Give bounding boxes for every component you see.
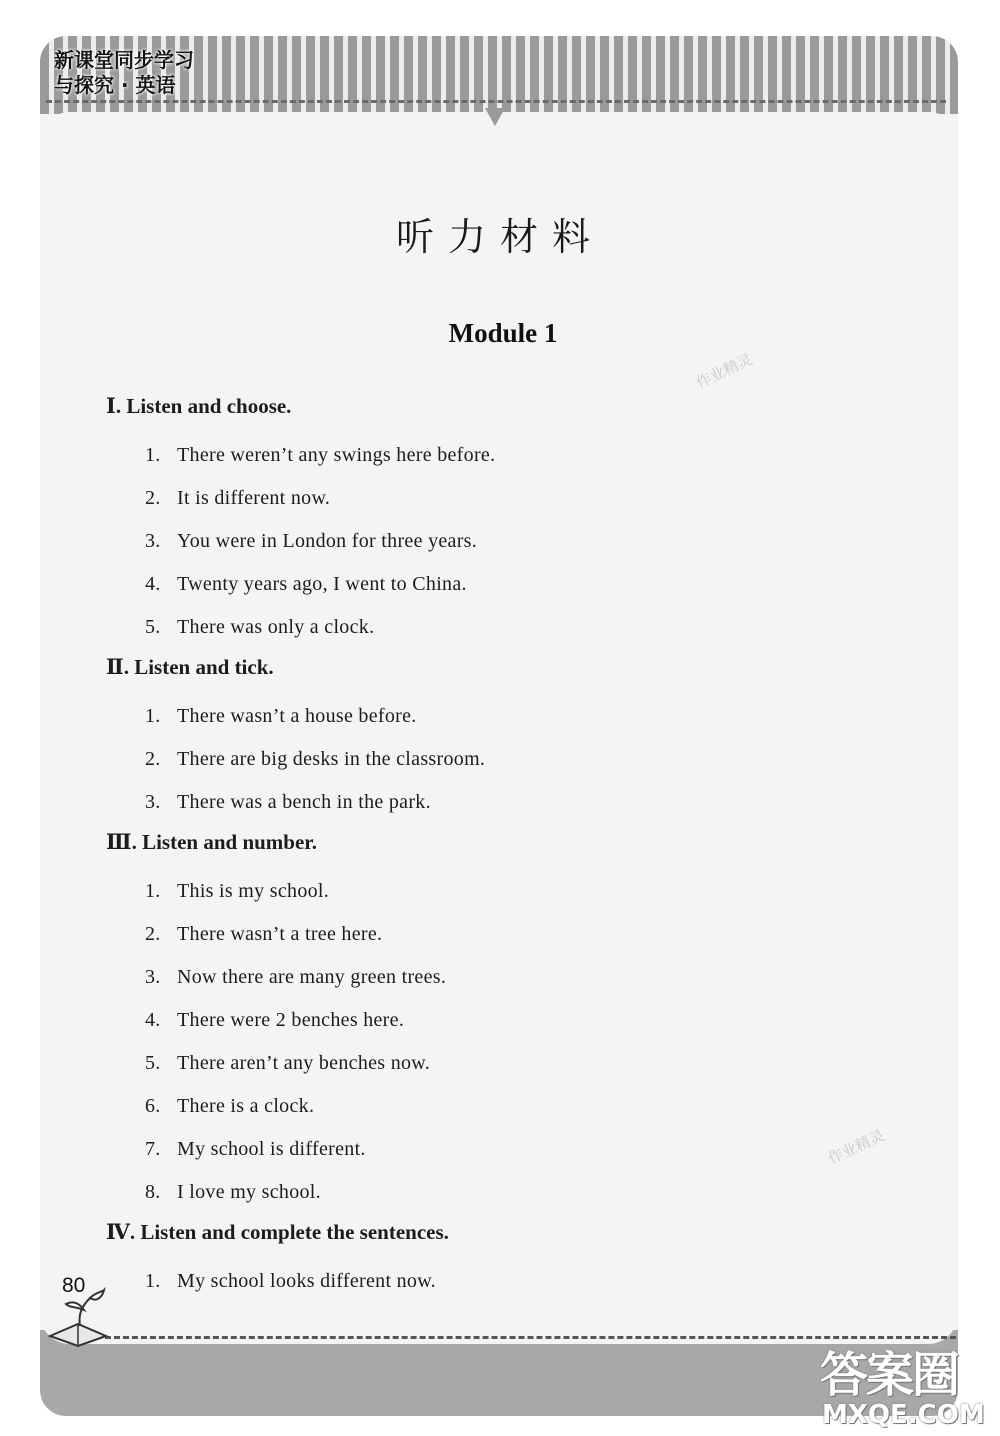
corner-logo-text: 答案圈 — [820, 1347, 959, 1403]
list-item — [106, 956, 866, 999]
book-title-line1: 新课堂同步学习 — [54, 48, 194, 72]
item-number: 6. — [145, 1095, 161, 1117]
item-text: I love my school. — [177, 1181, 321, 1203]
item-text: There wasn’t a house before. — [177, 705, 417, 727]
item-text: My school is different. — [177, 1138, 366, 1160]
item-text: This is my school. — [177, 880, 330, 902]
page-number: 80 — [62, 1274, 86, 1297]
module-title: Module 1 — [448, 318, 558, 348]
section-title: Listen and choose. — [126, 394, 292, 418]
list-item — [106, 999, 866, 1042]
item-text: There was a bench in the park. — [177, 791, 431, 813]
section-number: Ⅱ. — [106, 655, 129, 679]
item-number: 1. — [145, 705, 161, 727]
item-text: It is different now. — [177, 487, 331, 509]
item-number: 2. — [145, 487, 161, 509]
list-item — [106, 781, 866, 824]
item-number: 4. — [145, 573, 161, 595]
section-listen-and-number — [106, 824, 866, 1214]
book-title — [54, 48, 254, 98]
item-number: 1. — [145, 444, 161, 466]
section-listen-and-complete — [106, 1214, 866, 1303]
list-item — [106, 1171, 866, 1214]
list-item — [106, 870, 866, 913]
item-text: My school looks different now. — [177, 1270, 436, 1292]
list-item — [106, 563, 866, 606]
item-text: There is a clock. — [177, 1095, 315, 1117]
item-number: 3. — [145, 530, 161, 552]
item-number: 5. — [145, 1052, 161, 1074]
item-number: 1. — [145, 1270, 161, 1292]
section-listen-and-tick — [106, 649, 866, 824]
section-number: Ⅲ. — [106, 830, 137, 854]
corner-logo-url: MXQE.COM — [822, 1400, 985, 1430]
item-text: Now there are many green trees. — [177, 966, 447, 988]
corner-logo — [810, 1334, 990, 1434]
list-item — [106, 738, 866, 781]
section-heading — [106, 1214, 866, 1250]
item-text: There were 2 benches here. — [177, 1009, 405, 1031]
header-notch — [485, 108, 505, 126]
list-item — [106, 695, 866, 738]
section-heading — [106, 649, 866, 685]
list-item — [106, 520, 866, 563]
item-text: There are big desks in the classroom. — [177, 748, 486, 770]
section-number: Ⅰ. — [106, 394, 122, 418]
item-text: There wasn’t a tree here. — [177, 923, 383, 945]
list-item — [106, 1128, 866, 1171]
list-item — [106, 606, 866, 649]
item-number: 2. — [145, 748, 161, 770]
item-text: There aren’t any benches now. — [177, 1052, 431, 1074]
header-dashed-line — [46, 100, 946, 103]
list-item — [106, 1260, 866, 1303]
section-title: Listen and complete the sentences. — [140, 1220, 449, 1244]
item-text: There weren’t any swings here before. — [177, 444, 496, 466]
item-number: 3. — [145, 791, 161, 813]
page-title: 听力材料 — [395, 215, 604, 259]
section-heading — [106, 824, 866, 860]
item-text: You were in London for three years. — [177, 530, 478, 552]
section-title: Listen and tick. — [134, 655, 274, 679]
list-item — [106, 1085, 866, 1128]
item-text: There was only a clock. — [177, 616, 375, 638]
watermark: 作业精灵 — [693, 350, 756, 392]
item-text: Twenty years ago, I went to China. — [177, 573, 467, 595]
section-title: Listen and number. — [142, 830, 317, 854]
section-number: Ⅳ. — [106, 1220, 136, 1244]
item-number: 8. — [145, 1181, 161, 1203]
listening-material — [106, 388, 866, 1303]
section-listen-and-choose — [106, 388, 866, 649]
book-title-line2: 与探究 · 英语 — [54, 73, 176, 97]
watermark: 作业精灵 — [825, 1126, 888, 1168]
item-number: 2. — [145, 923, 161, 945]
item-number: 7. — [145, 1138, 161, 1160]
item-number: 3. — [145, 966, 161, 988]
item-number: 4. — [145, 1009, 161, 1031]
section-heading — [106, 388, 866, 424]
list-item — [106, 1042, 866, 1085]
item-number: 5. — [145, 616, 161, 638]
item-number: 1. — [145, 880, 161, 902]
list-item — [106, 477, 866, 520]
list-item — [106, 913, 866, 956]
list-item — [106, 434, 866, 477]
